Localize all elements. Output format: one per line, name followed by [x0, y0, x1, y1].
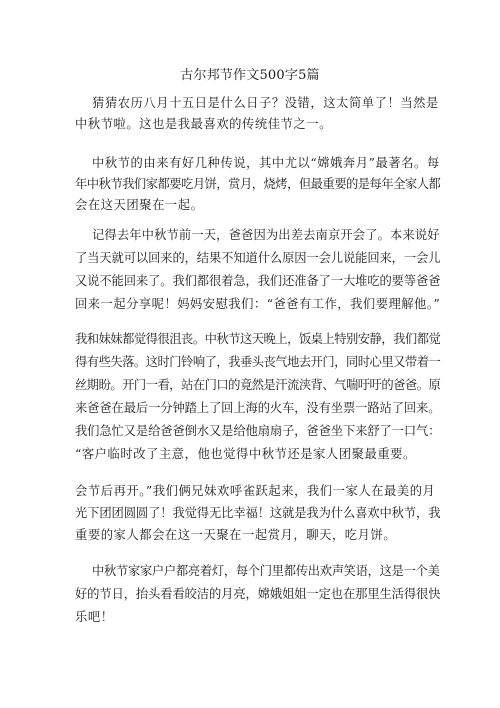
- paragraph-line: 会节后再开。”我们俩兄妹欢呼雀跃起来，我们一家人在最美的月: [75, 484, 436, 498]
- paragraph-line: 中秋节啦。这也是我最喜欢的传统佳节之一。: [75, 117, 332, 131]
- paragraph-line: 重要的家人都会在这一天聚在一起赏月，聊天，吃月饼。: [75, 528, 397, 542]
- paragraph-line: 乐吧！: [75, 610, 114, 624]
- paragraph-line: 了当天就可以回来的，结果不知道什么原因一会儿说能回来，一会儿: [75, 251, 441, 265]
- document-title: [0, 64, 500, 83]
- paragraph-line: 中秋节的由来有好几种传说，其中尤以“嫦娥奔月”最著名。每: [92, 156, 440, 170]
- paragraph-line: 我们急忙又是给爸爸倒水又是给他扇扇子，爸爸坐下来舒了一口气：: [75, 424, 441, 438]
- paragraph-line: 好的节日，抬头看看皎洁的月亮，嫦娥姐姐一定也在那里生活得很快: [75, 587, 441, 601]
- paragraph-line: 得有些失落。这时门铃响了，我垂头丧气地去开门，同时心里又带着一: [75, 355, 441, 369]
- paragraph-line: 记得去年中秋节前一天，爸爸因为出差去南京开会了。本来说好: [92, 228, 440, 242]
- paragraph-line: 会在这天团聚在一起。: [75, 198, 204, 212]
- paragraph-line: 我和妹妹都觉得很沮丧。中秋节这天晚上，饭桌上特别安静，我们都觉: [75, 332, 441, 346]
- paragraph-line: 丝期盼。开门一看，站在门口的竟然是汗流浃背、气喘吁吁的爸爸。原: [75, 378, 441, 392]
- paragraph-line: 猜猜农历八月十五日是什么日子？没错，这太简单了！当然是: [92, 96, 439, 110]
- paragraph-line: 来爸爸在最后一分钟踏上了回上海的火车，没有坐票一路站了回来。: [75, 401, 441, 415]
- paragraph-line: 回来一起分享呢！妈妈安慰我们：“爸爸有工作，我们要理解他。”: [75, 297, 441, 311]
- paragraph-line: 中秋节家家户户都亮着灯，每个门里都传出欢声笑语，这是一个美: [92, 564, 440, 578]
- document-title-text: 古尔邦节作文500字5篇: [180, 68, 320, 83]
- paragraph-line: 年中秋节我们家都要吃月饼，赏月，烧烤，但最重要的是每年全家人都: [75, 177, 441, 191]
- paragraph-line: 光下团团圆圆了！我觉得无比幸福！这就是我为什么喜欢中秋节，我: [75, 506, 441, 520]
- paragraph-line: “客户临时改了主意，他也觉得中秋节还是家人团聚最重要。: [75, 447, 416, 461]
- paragraph-line: 又说不能回来了。我们都很着急，我们还准备了一大堆吃的要等爸爸: [75, 274, 441, 288]
